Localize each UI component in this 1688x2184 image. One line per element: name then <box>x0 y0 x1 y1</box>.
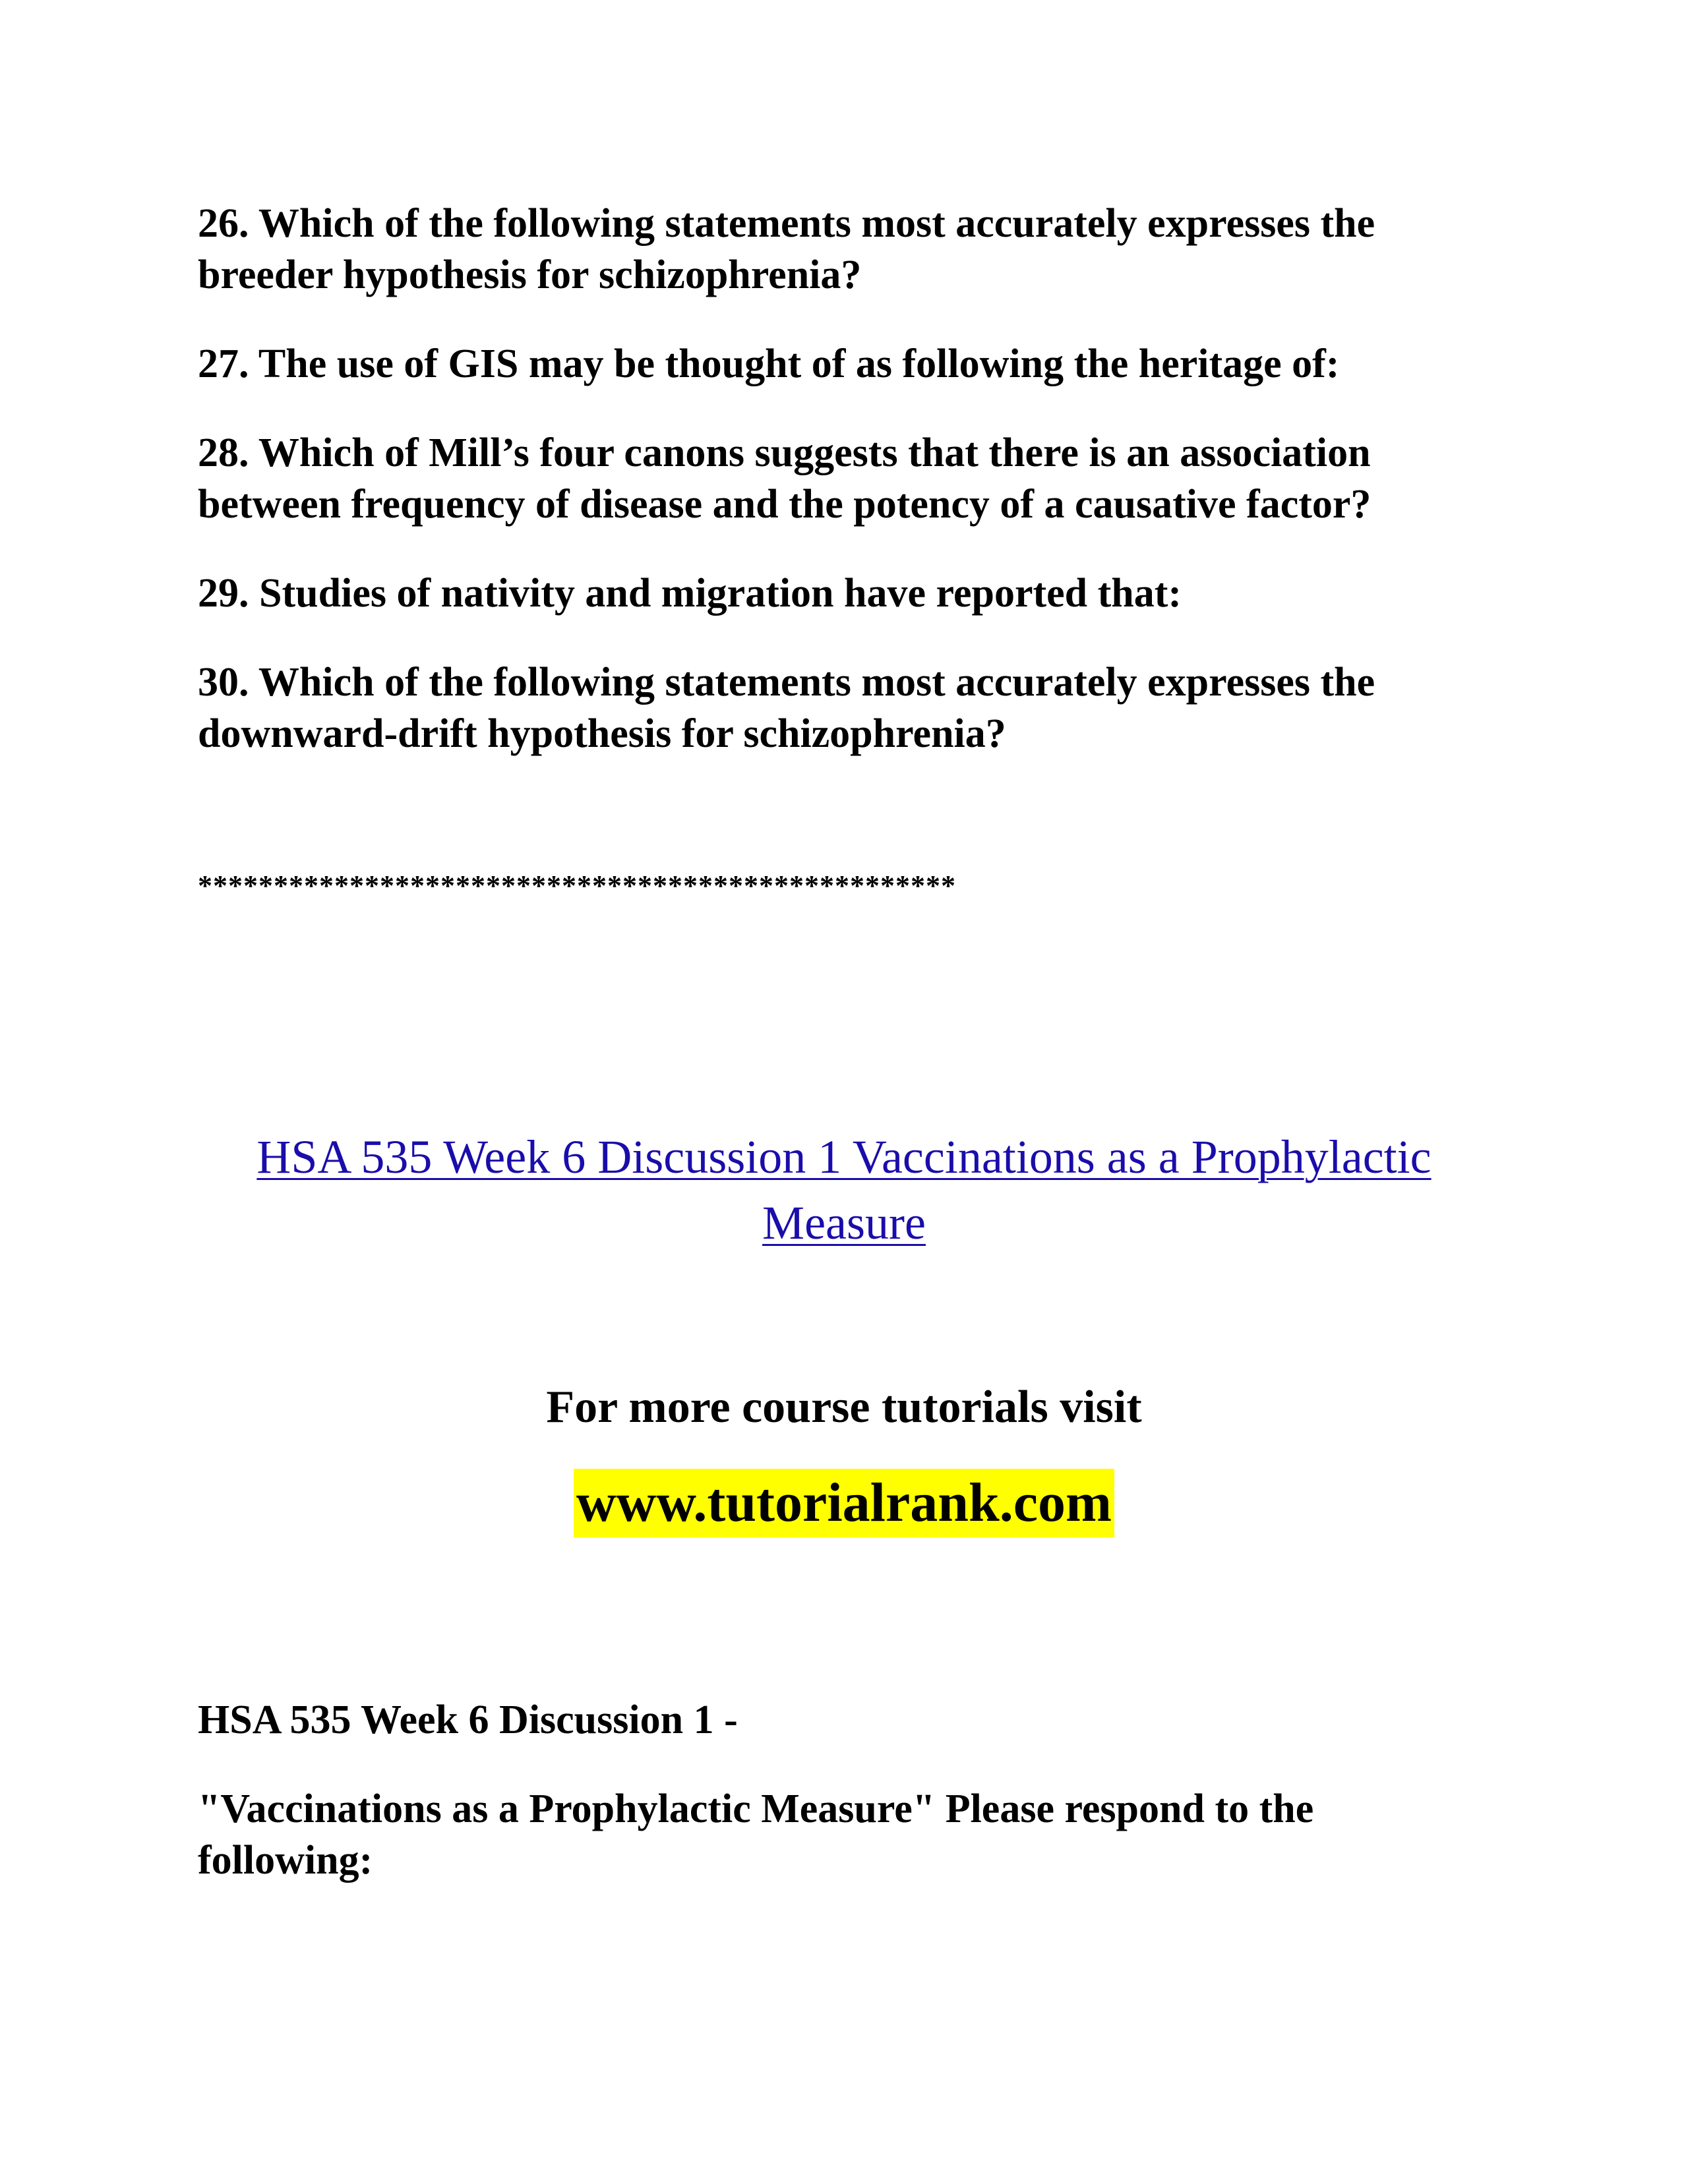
discussion-heading: HSA 535 Week 6 Discussion 1 - <box>198 1697 738 1742</box>
question-30: 30. Which of the following statements most accurately expresses the downward-drift hypothesis for schizophrenia? <box>198 660 1375 756</box>
website-container <box>198 1469 1490 1537</box>
separator-asterisks: ************************************************** <box>198 870 956 902</box>
question-26: 26. Which of the following statements most accurately expresses the breeder hypothesis for schizophrenia? <box>198 201 1375 297</box>
question-28: 28. Which of Mill’s four canons suggests that there is an association between frequency of disease and the potency of a causative factor? <box>198 430 1372 527</box>
promo-text: For more course tutorials visit <box>546 1382 1142 1432</box>
question-29: 29. Studies of nativity and migration have reported that: <box>198 571 1182 616</box>
question-27: 27. The use of GIS may be thought of as following the heritage of: <box>198 341 1340 386</box>
website-link[interactable]: www.tutorialrank.com <box>574 1469 1114 1537</box>
discussion-prompt: "Vaccinations as a Prophylactic Measure" Please respond to the following: <box>198 1786 1314 1883</box>
course-title-link[interactable]: HSA 535 Week 6 Discussion 1 Vaccinations as a Prophylactic Measure <box>256 1131 1432 1249</box>
